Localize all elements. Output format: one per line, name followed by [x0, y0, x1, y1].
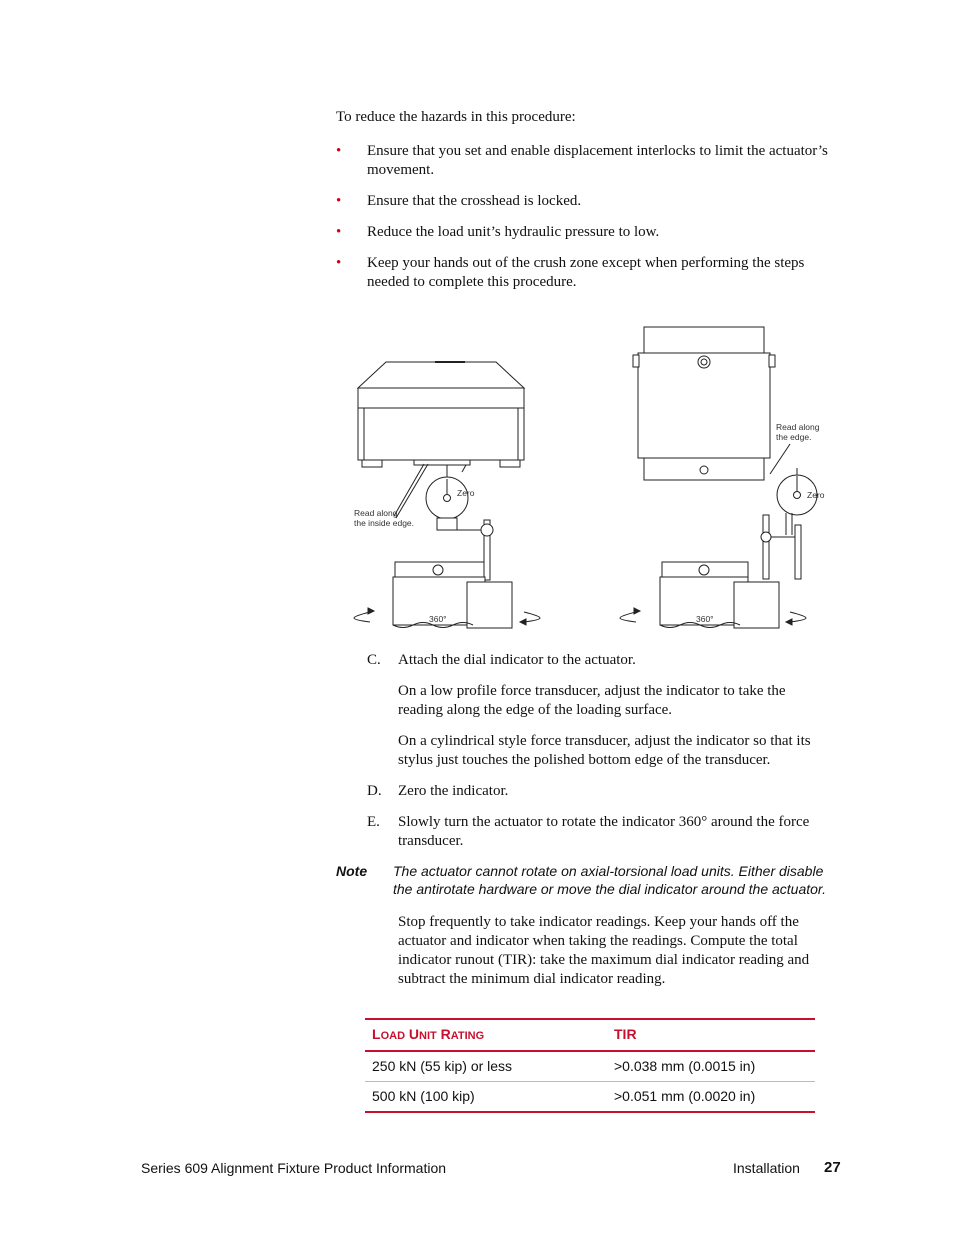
list-item — [336, 192, 836, 211]
bullet-icon: • — [336, 143, 342, 159]
note-text: The actuator cannot rotate on axial-torsional load units. Either disable the antirotate hardware or move the dial indicator around the actuator. — [393, 863, 826, 897]
step-c — [367, 651, 837, 670]
table-header-row — [365, 1019, 815, 1051]
list-item — [336, 142, 836, 180]
column-header-tir: TIR — [607, 1019, 815, 1051]
right-base-drawing — [660, 562, 779, 628]
dial-indicator-figure — [340, 320, 840, 640]
table-cell-tir: >0.038 mm (0.0015 in) — [607, 1051, 815, 1082]
step-e — [367, 813, 835, 851]
table-cell-tir: >0.051 mm (0.0020 in) — [607, 1082, 815, 1113]
column-header-load-unit-rating: LOAD UNIT RATING — [365, 1019, 607, 1051]
list-item — [336, 223, 836, 242]
list-item-text: Ensure that the crosshead is locked. — [367, 193, 582, 209]
list-item-text: Ensure that you set and enable displacement interlocks to limit the actuator’s movement. — [367, 143, 828, 178]
note-block — [336, 862, 836, 898]
step-text: Attach the dial indicator to the actuator. — [398, 652, 636, 668]
intro-text: To reduce the hazards in this procedure: — [336, 109, 576, 125]
hazard-list — [336, 142, 836, 304]
right-read-label-1: Read along — [776, 422, 820, 432]
bullet-icon: • — [336, 255, 342, 271]
table-cell-rating: 250 kN (55 kip) or less — [365, 1051, 607, 1082]
table-cell-rating: 500 kN (100 kip) — [365, 1082, 607, 1113]
step-letter: C. — [367, 652, 381, 668]
left-zero-label: Zero — [457, 488, 475, 498]
list-item — [336, 254, 836, 292]
tir-table — [365, 1018, 815, 1113]
list-item-text: Reduce the load unit’s hydraulic pressure to low. — [367, 224, 660, 240]
left-base-drawing — [393, 562, 512, 628]
step-letter: D. — [367, 783, 382, 799]
left-rotation-label: 360° — [429, 614, 447, 624]
step-d — [367, 782, 837, 801]
step-c-paragraph-cylindrical: On a cylindrical style force transducer, adjust the indicator so that its stylus just touches the polished bottom edge of the transducer. — [398, 733, 811, 768]
step-text: Slowly turn the actuator to rotate the indicator 360° around the force transducer. — [398, 814, 810, 849]
tir-paragraph: Stop frequently to take indicator readings. Keep your hands off the actuator and indicator when taking the readings. Compute the total indicator runout (TIR): take the maximum dial indicator reading and subtract the minimum dial indicator reading. — [398, 914, 810, 987]
page-number: 27 — [824, 1159, 841, 1176]
footer-section: Installation — [733, 1160, 800, 1176]
right-read-label-2: the edge. — [776, 432, 812, 442]
note-label: Note — [336, 863, 368, 879]
left-read-label-2: the inside edge. — [354, 518, 415, 528]
low-profile-transducer-drawing — [358, 362, 524, 472]
step-letter: E. — [367, 814, 380, 830]
list-item-text: Keep your hands out of the crush zone except when performing the steps needed to complete this procedure. — [367, 255, 805, 290]
bullet-icon: • — [336, 224, 342, 240]
footer-title: Series 609 Alignment Fixture Product Information — [141, 1160, 447, 1176]
cylindrical-transducer-drawing — [633, 327, 790, 480]
right-dial-indicator-drawing — [761, 468, 817, 579]
figure-drawing — [340, 320, 840, 640]
table-row — [365, 1082, 815, 1113]
step-c-paragraph-low-profile: On a low profile force transducer, adjust the indicator to take the reading along the edge of the loading surface. — [398, 683, 786, 718]
step-text: Zero the indicator. — [398, 783, 509, 799]
right-zero-label: Zero — [807, 490, 825, 500]
table-row — [365, 1051, 815, 1082]
right-rotation-label: 360° — [696, 614, 714, 624]
left-read-label-1: Read along — [354, 508, 398, 518]
bullet-icon: • — [336, 193, 342, 209]
